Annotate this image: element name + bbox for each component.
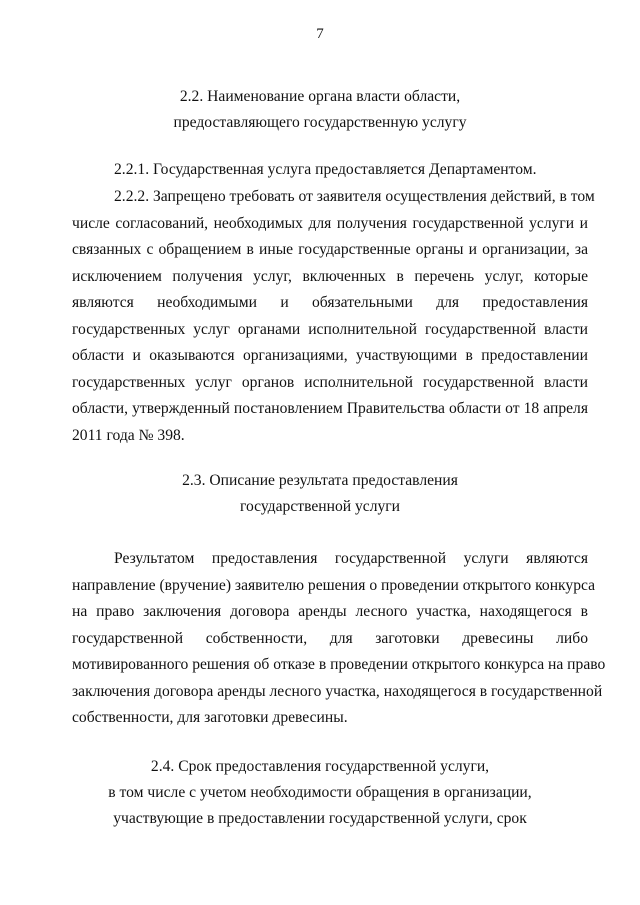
paragraph-line: государственных услуг органов исполнительной государственной власти: [72, 373, 588, 391]
section-2-4-heading-line1: 2.4. Срок предоставления государственной услуги,: [150, 758, 490, 775]
section-2-2-heading: [0, 84, 640, 136]
section-2-3-heading-line2: государственной услуги: [239, 498, 401, 515]
paragraph-line: являются необходимыми и обязательными для предоставления: [72, 294, 588, 311]
paragraph-line: собственности, для заготовки древесины.: [72, 709, 348, 726]
paragraph-line: области, утвержденный постановлением Правительства области от 18 апреля: [72, 400, 588, 417]
paragraph-line: 2.2.2. Запрещено требовать от заявителя осуществления действий, в том: [114, 188, 595, 205]
section-2-4-heading-line2: в том числе с учетом необходимости обращения в организации,: [108, 784, 532, 801]
paragraph-2-2-2: [72, 184, 595, 449]
section-2-3-heading: [0, 468, 640, 520]
paragraph-2-3: [72, 546, 606, 732]
paragraph-line: связанных с обращением в иные государственные органы и организации, за: [72, 241, 588, 258]
paragraph-line: на право заключения договора аренды лесного участка, находящегося в: [72, 603, 588, 620]
paragraph-line: Результатом предоставления государственной услуги являются: [114, 550, 588, 567]
paragraph-line: государственных услуг органами исполнительной государственной власти: [72, 320, 588, 338]
section-2-2-heading-line2: предоставляющего государственную услугу: [173, 114, 467, 131]
paragraph-line: области и оказываются организациями, участвующими в предоставлении: [72, 347, 588, 364]
section-2-2-heading-line1: 2.2. Наименование органа власти области,: [179, 88, 461, 105]
section-2-4-heading-line3: участвующие в предоставлении государственной услуги, срок: [113, 810, 527, 827]
paragraph-line: направление (вручение) заявителю решения о проведении открытого конкурса: [72, 576, 596, 594]
section-2-3-heading-line1: 2.3. Описание результата предоставления: [182, 472, 458, 489]
paragraph-line: государственной собственности, для заготовки древесины либо: [72, 629, 588, 647]
paragraph-line: исключением получения услуг, включенных в перечень услуг, которые: [72, 267, 588, 285]
section-2-4-heading: [0, 754, 640, 832]
page-number: 7: [316, 26, 324, 42]
paragraph-line: мотивированного решения об отказе в проведении открытого конкурса на право: [72, 656, 606, 673]
paragraph-line: 2011 года № 398.: [72, 426, 185, 444]
paragraph-line: 2.2.1. Государственная услуга предоставляется Департаментом.: [114, 161, 537, 178]
paragraph-line: числе согласований, необходимых для получения государственной услуги и: [72, 214, 588, 232]
paragraph-2-2-1: [72, 157, 588, 184]
paragraph-line: заключения договора аренды лесного участка, находящегося в государственной: [72, 682, 603, 700]
